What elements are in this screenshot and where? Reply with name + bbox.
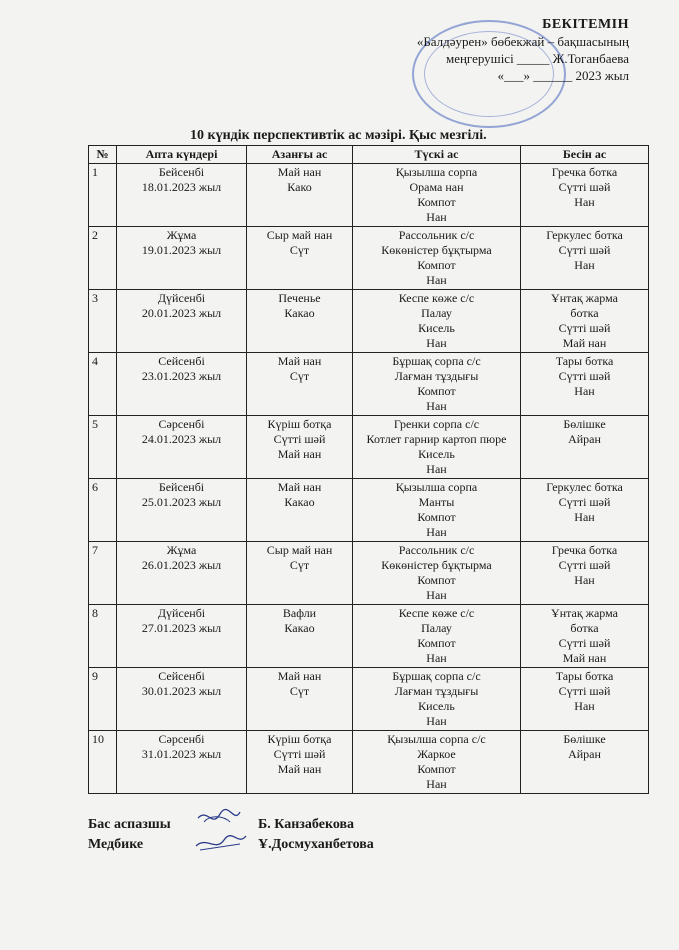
cell-line: Кеспе көже с/с [398,291,475,305]
weekday-cell [117,227,247,290]
weekday-cell [117,290,247,353]
weekday-cell [117,164,247,227]
snack-cell [521,353,649,416]
approval-block [417,16,629,84]
weekday-cell [117,479,247,542]
cell-line: Нан [426,588,447,602]
lunch-cell [353,290,521,353]
cell-line: Айран [568,747,601,761]
cell-line: Қызылша сорпа [395,480,478,494]
breakfast-cell [247,353,353,416]
cell-line: Лағман тұздығы [394,369,479,383]
header-weekday: Апта күндері [117,146,247,164]
snack-cell [521,416,649,479]
cell-line: Нан [426,525,447,539]
cell-line: Бейсенбі [158,165,205,179]
row-number: 3 [89,290,117,353]
weekday-cell [117,542,247,605]
weekday-cell [117,353,247,416]
handwritten-signatures [190,806,250,856]
cell-line: 30.01.2023 жыл [141,684,222,698]
cell-line: Сыр май нан [266,543,333,557]
cell-line: 25.01.2023 жыл [141,495,222,509]
cell-line: Геркулес ботка [546,228,623,242]
cell-line: 23.01.2023 жыл [141,369,222,383]
table-row [89,353,649,416]
menu-table [88,145,649,794]
cell-line: Какао [284,306,315,320]
cell-line: Нан [426,714,447,728]
cell-line: Нан [426,462,447,476]
table-row [89,668,649,731]
cell-line: Кисель [418,699,455,713]
cell-line: Какао [284,621,315,635]
cell-line: Вафли [282,606,317,620]
table-header-row [89,146,649,164]
snack-cell [521,731,649,794]
snack-cell [521,164,649,227]
cell-line: Сүт [289,558,310,572]
row-number: 9 [89,668,117,731]
approval-line-1: «Балдәурен» бөбекжай – бақшасының [416,34,629,49]
row-number: 8 [89,605,117,668]
signature-roles [88,815,171,855]
cell-line: Жұма [166,228,197,242]
lunch-cell [353,227,521,290]
cell-line: Сейсенбі [158,669,205,683]
cell-line: Компот [417,762,456,776]
cell-line: Нан [426,777,447,791]
cell-line: Кисель [418,321,455,335]
cell-line: 27.01.2023 жыл [141,621,222,635]
breakfast-cell [247,542,353,605]
cell-line: Май нан [277,762,322,776]
lunch-cell [353,416,521,479]
cell-line: Гречка ботка [551,543,618,557]
approval-heading: БЕКІТЕМІН [542,17,629,32]
cell-line: ботка [570,621,599,635]
snack-cell [521,227,649,290]
cell-line: Бұршақ сорпа с/с [392,669,481,683]
approval-line-3: «___» ______ 2023 жыл [497,68,629,83]
snack-cell [521,668,649,731]
chef-name: Б. Канзабекова [258,817,355,832]
table-row [89,227,649,290]
cell-line: Жаркое [417,747,456,761]
cell-line: Палау [421,621,452,635]
cell-line: Сүтті шәй [558,180,611,194]
cell-line: Манты [418,495,455,509]
cell-line: Ұнтақ жарма [551,606,618,620]
cell-line: Нан [574,573,595,587]
cell-line: Көкөністер бұқтырма [381,558,492,572]
lunch-cell [353,668,521,731]
row-number: 10 [89,731,117,794]
cell-line: 26.01.2023 жыл [141,558,222,572]
lunch-cell [353,353,521,416]
cell-line: Кисель [418,447,455,461]
cell-line: Май нан [562,336,607,350]
table-row [89,164,649,227]
menu-title: 10 күндік перспективтік ас мәзірі. Қыс мезгілі. [190,128,487,143]
table-row [89,542,649,605]
cell-line: Сыр май нан [266,228,333,242]
cell-line: Сүтті шәй [558,243,611,257]
cell-line: Сейсенбі [158,354,205,368]
cell-line: Компот [417,258,456,272]
cell-line: Какао [284,495,315,509]
cell-line: Како [287,180,312,194]
header-lunch: Түскі ас [353,146,521,164]
cell-line: Нан [574,510,595,524]
cell-line: 18.01.2023 жыл [141,180,222,194]
cell-line: Күріш ботқа [267,732,332,746]
lunch-cell [353,164,521,227]
cell-line: Нан [574,195,595,209]
row-number: 7 [89,542,117,605]
cell-line: Бейсенбі [158,480,205,494]
lunch-cell [353,542,521,605]
snack-cell [521,290,649,353]
breakfast-cell [247,164,353,227]
lunch-cell [353,479,521,542]
cell-line: Компот [417,636,456,650]
cell-line: Рассольник с/с [398,543,475,557]
cell-line: Май нан [562,651,607,665]
cell-line: Дүйсенбі [157,291,206,305]
cell-line: Кеспе көже с/с [398,606,475,620]
cell-line: 20.01.2023 жыл [141,306,222,320]
cell-line: Сүт [289,243,310,257]
cell-line: Май нан [277,165,322,179]
cell-line: Сәрсенбі [158,732,205,746]
cell-line: Нан [426,273,447,287]
snack-cell [521,605,649,668]
chef-role: Бас аспазшы [88,817,171,832]
breakfast-cell [247,290,353,353]
table-row [89,605,649,668]
table-row [89,416,649,479]
cell-line: Палау [421,306,452,320]
weekday-cell [117,416,247,479]
cell-line: Бұршақ сорпа с/с [392,354,481,368]
cell-line: Сүтті шәй [558,369,611,383]
cell-line: Қызылша сорпа [395,165,478,179]
signature-names [258,815,374,855]
cell-line: Нан [574,258,595,272]
lunch-cell [353,731,521,794]
cell-line: ботка [570,306,599,320]
weekday-cell [117,731,247,794]
breakfast-cell [247,416,353,479]
cell-line: Гренки сорпа с/с [393,417,480,431]
snack-cell [521,542,649,605]
cell-line: Нан [426,336,447,350]
cell-line: Гречка ботка [551,165,618,179]
breakfast-cell [247,731,353,794]
cell-line: Сүтті шәй [273,747,326,761]
cell-line: Май нан [277,669,322,683]
cell-line: Компот [417,510,456,524]
cell-line: Бөлішке [563,732,606,746]
cell-line: Компот [417,384,456,398]
table-row [89,290,649,353]
cell-line: Ұнтақ жарма [551,291,618,305]
row-number: 2 [89,227,117,290]
cell-line: 31.01.2023 жыл [141,747,222,761]
cell-line: Нан [574,699,595,713]
cell-line: Тары ботка [555,669,614,683]
cell-line: Компот [417,573,456,587]
cell-line: Дүйсенбі [157,606,206,620]
breakfast-cell [247,227,353,290]
approval-line-2: меңгерушісі _____ Ж.Тоганбаева [445,51,629,66]
cell-line: 24.01.2023 жыл [141,432,222,446]
cell-line: Қызылша сорпа с/с [387,732,486,746]
cell-line: Май нан [277,354,322,368]
cell-line: Сүт [289,369,310,383]
weekday-cell [117,605,247,668]
header-snack: Бесін ас [521,146,649,164]
cell-line: Сәрсенбі [158,417,205,431]
cell-line: Компот [417,195,456,209]
cell-line: Лағман тұздығы [394,684,479,698]
cell-line: Май нан [277,480,322,494]
nurse-name: Ұ.Досмуханбетова [258,837,374,852]
cell-line: Котлет гарнир картоп пюре [366,432,507,446]
row-number: 5 [89,416,117,479]
snack-cell [521,479,649,542]
table-body [89,164,649,794]
row-number: 4 [89,353,117,416]
cell-line: Печенье [278,291,321,305]
nurse-role: Медбике [88,837,144,852]
cell-line: Орама нан [409,180,464,194]
cell-line: Нан [426,399,447,413]
cell-line: Геркулес ботка [546,480,623,494]
cell-line: Сүтті шәй [558,495,611,509]
row-number: 1 [89,164,117,227]
breakfast-cell [247,668,353,731]
header-breakfast: Азанғы ас [247,146,353,164]
cell-line: 19.01.2023 жыл [141,243,222,257]
table-row [89,731,649,794]
breakfast-cell [247,605,353,668]
weekday-cell [117,668,247,731]
cell-line: Май нан [277,447,322,461]
header-number: № [89,146,117,164]
cell-line: Сүт [289,684,310,698]
table-row [89,479,649,542]
cell-line: Нан [574,384,595,398]
cell-line: Сүтті шәй [558,636,611,650]
cell-line: Нан [426,651,447,665]
lunch-cell [353,605,521,668]
breakfast-cell [247,479,353,542]
cell-line: Айран [568,432,601,446]
cell-line: Көкөністер бұқтырма [381,243,492,257]
cell-line: Нан [426,210,447,224]
cell-line: Сүтті шәй [558,684,611,698]
cell-line: Сүтті шәй [558,558,611,572]
cell-line: Жұма [166,543,197,557]
cell-line: Сүтті шәй [273,432,326,446]
cell-line: Тары ботка [555,354,614,368]
row-number: 6 [89,479,117,542]
cell-line: Рассольник с/с [398,228,475,242]
cell-line: Бөлішке [563,417,606,431]
cell-line: Сүтті шәй [558,321,611,335]
cell-line: Күріш ботқа [267,417,332,431]
